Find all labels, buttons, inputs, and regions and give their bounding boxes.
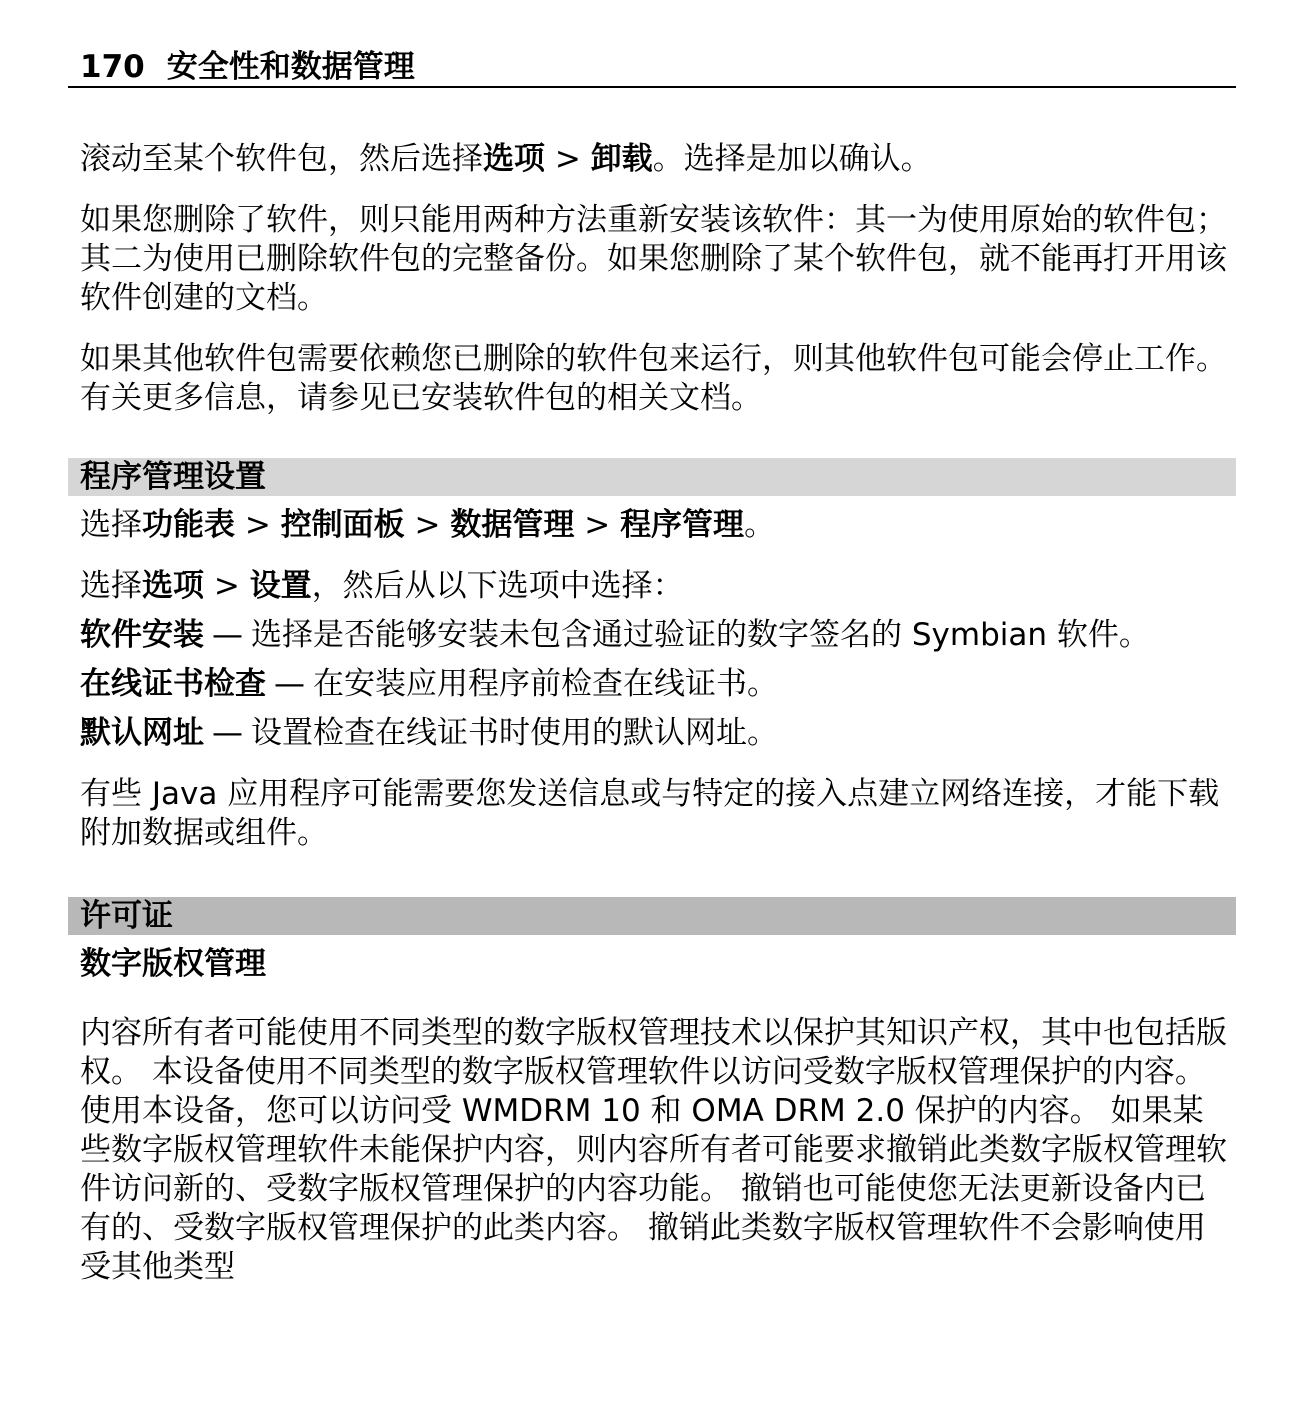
uninstall-intro: 滚动至某个软件包，然后选择 — [80, 141, 483, 177]
setting-term: 在线证书检查 — [80, 666, 266, 702]
uninstall-tail: 。选择是加以确认。 — [652, 141, 932, 177]
setting-item-software-install — [80, 616, 1230, 655]
setting-item-online-cert — [80, 665, 1230, 704]
uninstall-instruction — [80, 140, 1230, 179]
page-number: 170 — [80, 49, 145, 85]
menu-uninstall: 卸载 — [590, 141, 653, 177]
menu-options: 选项 — [483, 141, 545, 177]
menu-options: 选项 — [142, 568, 204, 604]
em-dash: — — [274, 666, 305, 702]
drm-paragraph: 内容所有者可能使用不同类型的数字版权管理技术以保护其知识产权，其中也包括版权。 本设备使用不同类型的数字版权管理软件以访问受数字版权管理保护的内容。 使用本设备，您可以访问受 WMDRM 10 和 OMA DRM 2.0 保护的内容。 如果某些数字版权管理软件未能保护内容，则内容所有者可能要求撤销此类数字版权管理软件访问新的、受数字版权管理保护的内容功能。 撤销也可能使您无法更新设备内已有的、受数字版权管理保护的此类内容。 撤销此类数字版权管理软件不会影响使用受其他类型 — [80, 1015, 1227, 1285]
options-tail: ，然后从以下选项中选择： — [311, 568, 684, 604]
setting-description: 在安装应用程序前检查在线证书。 — [313, 666, 778, 702]
reinstall-paragraph: 如果您删除了软件，则只能用两种方法重新安装该软件：其一为使用原始的软件包；其二为使用已删除软件包的完整备份。如果您删除了某个软件包，就不能再打开用该软件创建的文档。 — [80, 202, 1227, 316]
em-dash: — — [212, 617, 243, 653]
menu-separator: > — [545, 141, 591, 177]
nav-control-panel: 控制面板 — [280, 507, 405, 543]
options-instruction — [80, 567, 1230, 606]
settings-navigation — [80, 506, 1230, 545]
setting-term: 软件安装 — [80, 617, 204, 653]
setting-term: 默认网址 — [80, 715, 204, 751]
section-title-app-settings: 程序管理设置 — [68, 458, 1236, 496]
menu-separator: > — [204, 568, 250, 604]
nav-separator: > — [404, 507, 451, 543]
running-header — [68, 48, 1236, 88]
page-content — [80, 140, 1230, 1287]
nav-menu: 功能表 — [142, 507, 235, 543]
setting-description: 选择是否能够安装未包含通过验证的数字签名的 Symbian 软件。 — [251, 617, 1150, 653]
options-intro: 选择 — [80, 568, 142, 604]
menu-settings: 设置 — [249, 568, 312, 604]
nav-end: 。 — [744, 507, 776, 543]
nav-app-manager: 程序管理 — [620, 507, 745, 543]
subsection-title-drm: 数字版权管理 — [80, 946, 266, 982]
dependency-paragraph: 如果其他软件包需要依赖您已删除的软件包来运行，则其他软件包可能会停止工作。有关更多信息，请参见已安装软件包的相关文档。 — [80, 341, 1227, 416]
java-note-paragraph: 有些 Java 应用程序可能需要您发送信息或与特定的接入点建立网络连接，才能下载附加数据或组件。 — [80, 776, 1220, 851]
em-dash: — — [212, 715, 243, 751]
nav-intro: 选择 — [80, 507, 142, 543]
chapter-title: 安全性和数据管理 — [166, 49, 415, 85]
nav-separator: > — [574, 507, 621, 543]
nav-separator: > — [235, 507, 281, 543]
section-title-license: 许可证 — [68, 897, 1236, 935]
nav-data-management: 数据管理 — [450, 507, 575, 543]
setting-item-default-address — [80, 714, 1230, 753]
setting-description: 设置检查在线证书时使用的默认网址。 — [251, 715, 778, 751]
